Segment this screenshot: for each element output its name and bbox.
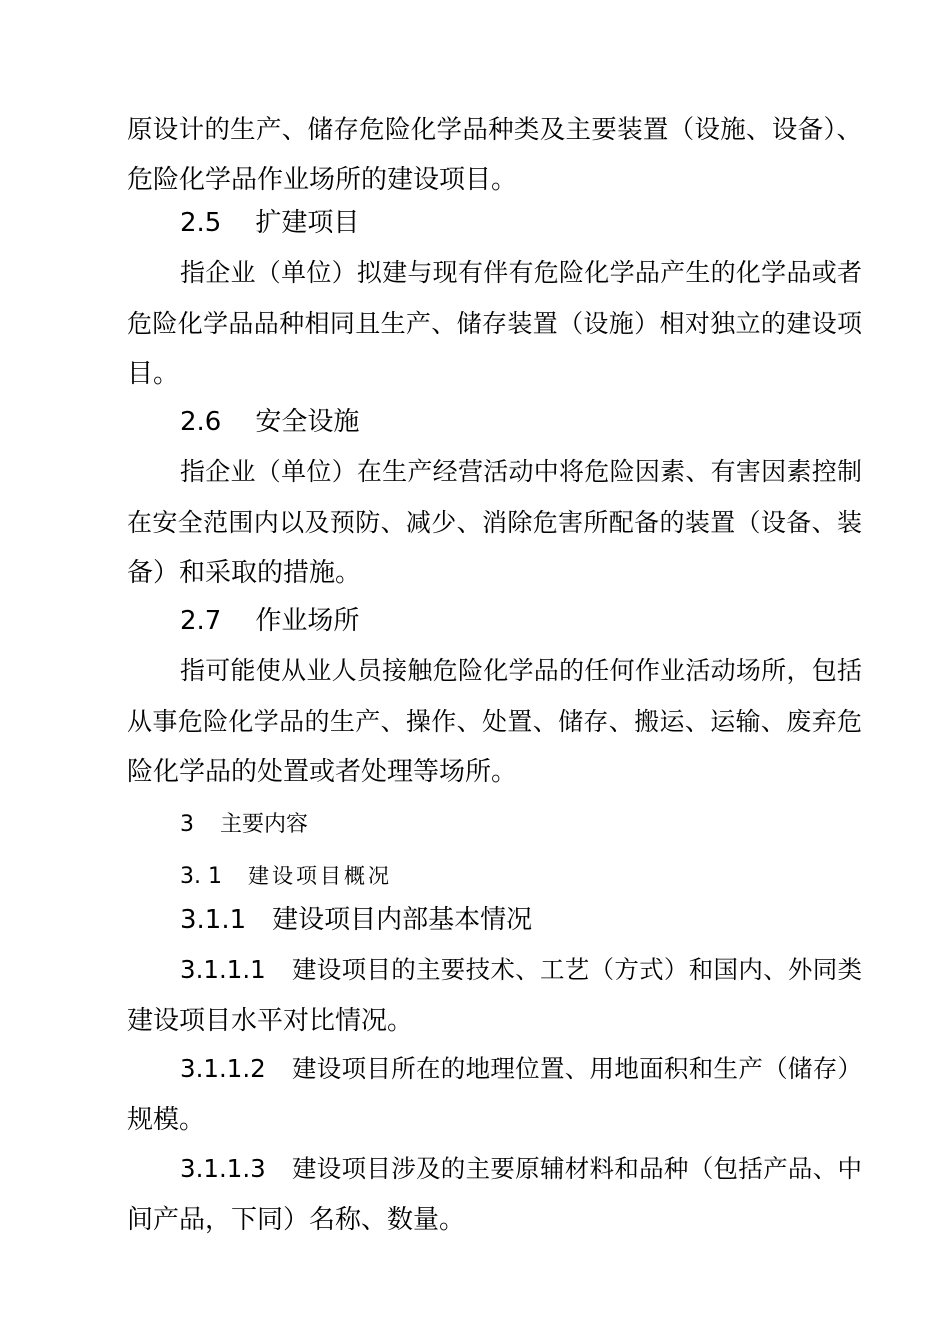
section-heading-3-1-1 xyxy=(180,903,862,937)
section-number: 3. 1 xyxy=(180,864,222,889)
section-text: 建设项目的主要技术、工艺（方式）和国内、外同类 xyxy=(291,955,862,984)
section-heading-3-1-1-2 xyxy=(180,1052,862,1086)
section-number: 3.1.1.2 xyxy=(180,1054,266,1083)
section-heading-3-1 xyxy=(180,858,862,894)
paragraph-line: 危险化学品作业场所的建设项目。 xyxy=(127,165,518,195)
paragraph-line: 险化学品的处置或者处理等场所。 xyxy=(127,757,518,787)
paragraph-line: 建设项目水平对比情况。 xyxy=(127,1006,414,1036)
paragraph-line: 从事危险化学品的生产、操作、处置、储存、搬运、运输、废弃危 xyxy=(127,707,862,736)
section-heading-2-7 xyxy=(180,604,862,638)
paragraph-line: 间产品，下同）名称、数量。 xyxy=(127,1205,466,1235)
paragraph-line: 危险化学品品种相同且生产、储存装置（设施）相对独立的建设项 xyxy=(127,309,862,338)
section-heading-3-1-1-3 xyxy=(180,1152,862,1186)
section-number: 3.1.1.1 xyxy=(180,955,266,984)
section-heading-3-1-1-1 xyxy=(180,953,862,987)
section-title: 扩建项目 xyxy=(255,208,360,238)
paragraph-line: 在安全范围内以及预防、减少、消除危害所配备的装置（设备、装 xyxy=(127,508,862,537)
section-title: 建设项目内部基本情况 xyxy=(272,905,533,935)
section-heading-2-5 xyxy=(180,206,862,240)
paragraph-line: 指可能使从业人员接触危险化学品的任何作业活动场所，包括 xyxy=(180,656,862,685)
section-heading-2-6 xyxy=(180,405,862,439)
section-number: 3 xyxy=(180,812,194,837)
section-number: 2.6 xyxy=(180,407,222,437)
section-number: 3.1.1 xyxy=(180,905,247,935)
section-number: 3.1.1.3 xyxy=(180,1154,266,1183)
paragraph-line: 指企业（单位）拟建与现有伴有危险化学品产生的化学品或者 xyxy=(180,258,862,287)
section-text: 建设项目涉及的主要原辅材料和品种（包括产品、中 xyxy=(291,1154,862,1183)
paragraph-line: 指企业（单位）在生产经营活动中将危险因素、有害因素控制 xyxy=(180,457,862,486)
section-title: 建设项目概况 xyxy=(247,864,392,888)
section-title: 作业场所 xyxy=(255,606,360,636)
section-number: 2.5 xyxy=(180,208,222,238)
paragraph-line: 目。 xyxy=(127,359,180,389)
paragraph-line: 规模。 xyxy=(127,1105,206,1135)
section-text: 建设项目所在的地理位置、用地面积和生产（储存） xyxy=(291,1054,862,1083)
section-heading-3 xyxy=(180,808,862,842)
section-title: 安全设施 xyxy=(255,407,360,437)
section-title: 主要内容 xyxy=(220,812,309,837)
paragraph-line: 原设计的生产、储存危险化学品种类及主要装置（设施、设备）、 xyxy=(127,115,862,145)
paragraph-line: 备）和采取的措施。 xyxy=(127,558,362,588)
section-number: 2.7 xyxy=(180,606,222,636)
